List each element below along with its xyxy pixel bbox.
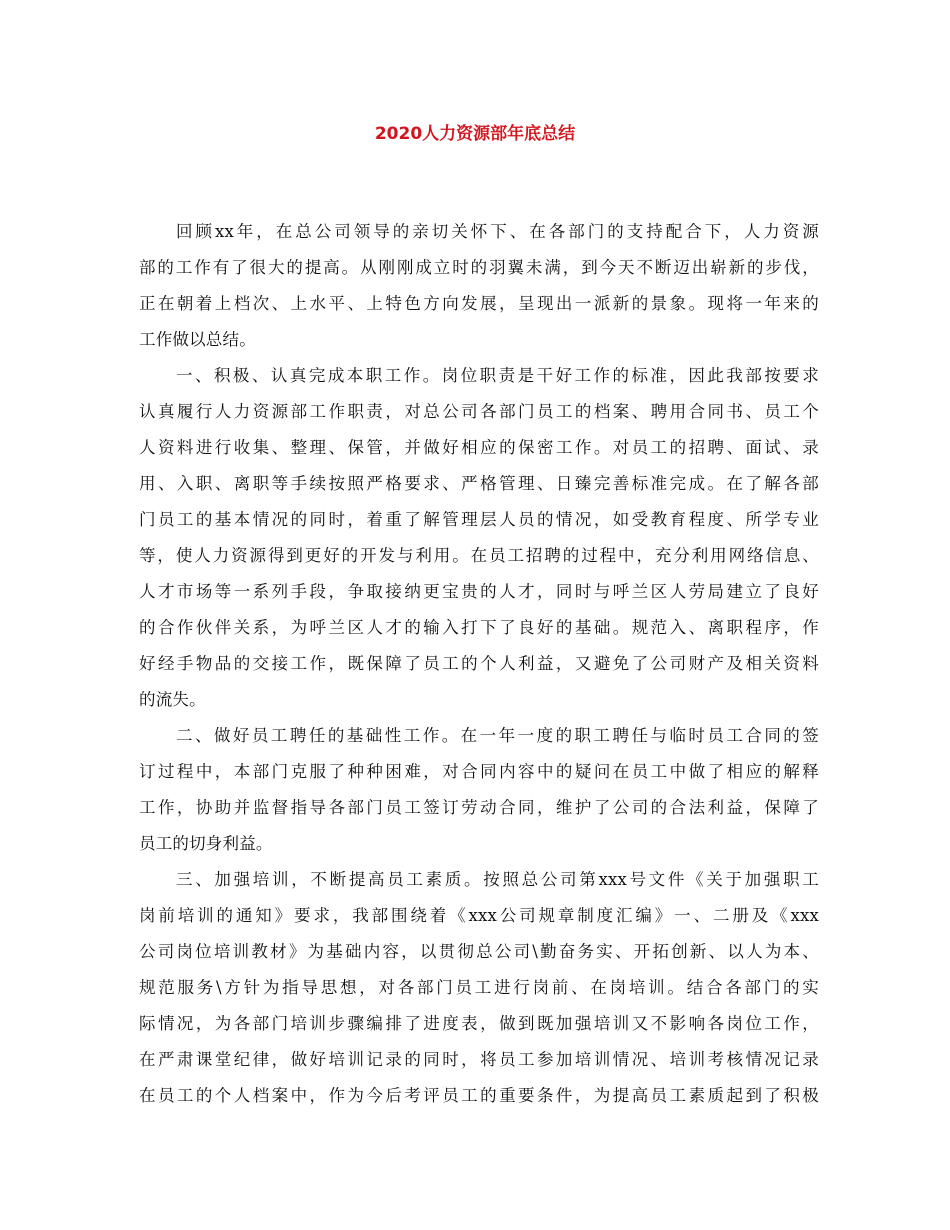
paragraph-line: 的合作伙伴关系，为呼兰区人才的输入打下了良好的基础。规范入、离职程序，作 (139, 618, 819, 637)
paragraph-line: 等，使人力资源得到更好的开发与利用。在员工招聘的过程中，充分利用网络信息、 (139, 546, 819, 565)
paragraph-line: 二、做好员工聘任的基础性工作。在一年一度的职工聘任与临时员工合同的签 (176, 726, 819, 745)
paragraph-line: 人资料进行收集、整理、保管，并做好相应的保密工作。对员工的招聘、面试、录 (139, 438, 819, 457)
paragraph-line: 员工的切身利益。 (139, 834, 273, 853)
paragraph-line: 一、积极、认真完成本职工作。岗位职责是干好工作的标准，因此我部按要求 (176, 366, 819, 385)
paragraph-line: 工作做以总结。 (139, 330, 256, 349)
paragraph-line: 正在朝着上档次、上水平、上特色方向发展，呈现出一派新的景象。现将一年来的 (139, 294, 819, 313)
paragraph-line: 的流失。 (139, 690, 206, 709)
paragraph-line: 岗前培训的通知》要求，我部围绕着《xxx公司规章制度汇编》一、二册及《xxx (139, 906, 819, 925)
paragraph-line: 回顾xx年，在总公司领导的亲切关怀下、在各部门的支持配合下，人力资源 (176, 222, 819, 241)
paragraph-line: 规范服务\方针为指导思想，对各部门员工进行岗前、在岗培训。结合各部门的实 (139, 978, 819, 997)
paragraph-line: 部的工作有了很大的提高。从刚刚成立时的羽翼未满，到今天不断迈出崭新的步伐， (139, 258, 819, 277)
paragraph-line: 际情况，为各部门培训步骤编排了进度表，做到既加强培训又不影响各岗位工作， (139, 1014, 819, 1033)
paragraph-line: 公司岗位培训教材》为基础内容，以贯彻总公司\勤奋务实、开拓创新、以人为本、 (139, 942, 819, 961)
paragraph-line: 认真履行人力资源部工作职责，对总公司各部门员工的档案、聘用合同书、员工个 (139, 402, 819, 421)
paragraph-line: 工作，协助并监督指导各部门员工签订劳动合同，维护了公司的合法利益，保障了 (139, 798, 819, 817)
paragraph-line: 好经手物品的交接工作，既保障了员工的个人利益，又避免了公司财产及相关资料 (139, 654, 819, 673)
paragraph-line: 在员工的个人档案中，作为今后考评员工的重要条件，为提高员工素质起到了积极 (139, 1086, 819, 1105)
paragraph-line: 用、入职、离职等手续按照严格要求、严格管理、日臻完善标准完成。在了解各部 (139, 474, 819, 493)
paragraph-line: 在严肃课堂纪律，做好培训记录的同时，将员工参加培训情况、培训考核情况记录 (139, 1050, 819, 1069)
paragraph-line: 人才市场等一系列手段，争取接纳更宝贵的人才，同时与呼兰区人劳局建立了良好 (139, 582, 819, 601)
paragraph-line: 门员工的基本情况的同时，着重了解管理层人员的情况，如受教育程度、所学专业 (139, 510, 819, 529)
paragraph-line: 订过程中，本部门克服了种种困难，对合同内容中的疑问在员工中做了相应的解释 (139, 762, 819, 781)
paragraph-line: 三、加强培训，不断提高员工素质。按照总公司第xxx号文件《关于加强职工 (176, 870, 819, 889)
document-title: 2020人力资源部年底总结 (374, 124, 576, 144)
